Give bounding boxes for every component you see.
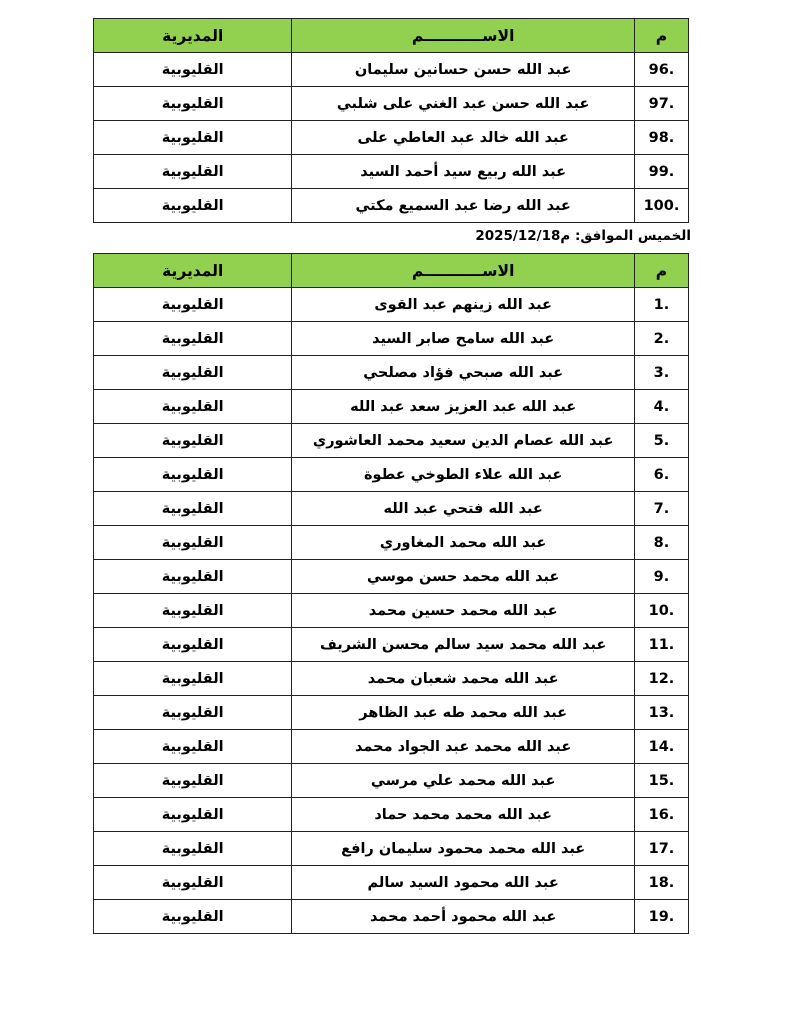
table-row	[94, 458, 689, 492]
row-name: عبد الله محمود السيد سالم	[292, 866, 635, 900]
row-directorate: القليوبية	[94, 121, 292, 155]
row-number: 19.	[634, 900, 688, 934]
row-name: عبد الله رضا عبد السميع مكتي	[292, 189, 635, 223]
row-name: عبد الله عبد العزيز سعد عبد الله	[292, 390, 635, 424]
row-name: عبد الله عصام الدين سعيد محمد العاشوري	[292, 424, 635, 458]
row-number: 10.	[634, 594, 688, 628]
header-number: م	[634, 19, 688, 53]
table-row	[94, 526, 689, 560]
row-name: عبد الله محمد سيد سالم محسن الشريف	[292, 628, 635, 662]
row-number: 97.	[634, 87, 688, 121]
row-name: عبد الله محمد عبد الجواد محمد	[292, 730, 635, 764]
row-number: 9.	[634, 560, 688, 594]
row-directorate: القليوبية	[94, 189, 292, 223]
row-directorate: القليوبية	[94, 662, 292, 696]
row-number: 5.	[634, 424, 688, 458]
row-number: 1.	[634, 288, 688, 322]
table-row	[94, 832, 689, 866]
row-name: عبد الله صبحي فؤاد مصلحي	[292, 356, 635, 390]
row-number: 8.	[634, 526, 688, 560]
row-directorate: القليوبية	[94, 155, 292, 189]
row-name: عبد الله حسن حسانين سليمان	[292, 53, 635, 87]
row-name: عبد الله محمد محمد حماد	[292, 798, 635, 832]
row-number: 14.	[634, 730, 688, 764]
row-directorate: القليوبية	[94, 322, 292, 356]
row-name: عبد الله سامح صابر السيد	[292, 322, 635, 356]
date-line	[475, 228, 691, 244]
row-directorate: القليوبية	[94, 866, 292, 900]
header-name: الاســـــــــــم	[292, 19, 635, 53]
row-name: عبد الله محمود أحمد محمد	[292, 900, 635, 934]
row-name: عبد الله حسن عبد الغني على شلبي	[292, 87, 635, 121]
row-number: 96.	[634, 53, 688, 87]
row-directorate: القليوبية	[94, 526, 292, 560]
table-row	[94, 189, 689, 223]
row-name: عبد الله محمد شعبان محمد	[292, 662, 635, 696]
row-directorate: القليوبية	[94, 560, 292, 594]
row-name: عبد الله خالد عبد العاطي على	[292, 121, 635, 155]
table-header-row	[94, 19, 689, 53]
row-directorate: القليوبية	[94, 900, 292, 934]
table-row	[94, 155, 689, 189]
row-directorate: القليوبية	[94, 458, 292, 492]
row-number: 7.	[634, 492, 688, 526]
header-directorate: المديرية	[94, 254, 292, 288]
row-directorate: القليوبية	[94, 696, 292, 730]
row-number: 13.	[634, 696, 688, 730]
row-name: عبد الله محمد حسن موسي	[292, 560, 635, 594]
row-number: 2.	[634, 322, 688, 356]
row-directorate: القليوبية	[94, 87, 292, 121]
row-number: 98.	[634, 121, 688, 155]
date-value: 2025/12/18م	[475, 228, 571, 244]
table-row	[94, 594, 689, 628]
row-number: 15.	[634, 764, 688, 798]
row-directorate: القليوبية	[94, 832, 292, 866]
row-number: 18.	[634, 866, 688, 900]
row-directorate: القليوبية	[94, 492, 292, 526]
row-name: عبد الله علاء الطوخي عطوة	[292, 458, 635, 492]
row-directorate: القليوبية	[94, 356, 292, 390]
row-directorate: القليوبية	[94, 53, 292, 87]
row-directorate: القليوبية	[94, 390, 292, 424]
row-number: 3.	[634, 356, 688, 390]
table-header-row	[94, 254, 689, 288]
table-row	[94, 356, 689, 390]
row-directorate: القليوبية	[94, 730, 292, 764]
table-row	[94, 390, 689, 424]
table-row	[94, 764, 689, 798]
row-number: 100.	[634, 189, 688, 223]
table-row	[94, 492, 689, 526]
header-directorate: المديرية	[94, 19, 292, 53]
header-number: م	[634, 254, 688, 288]
row-name: عبد الله محمد المغاوري	[292, 526, 635, 560]
row-name: عبد الله محمد طه عبد الظاهر	[292, 696, 635, 730]
row-directorate: القليوبية	[94, 798, 292, 832]
row-number: 11.	[634, 628, 688, 662]
table-row	[94, 322, 689, 356]
table-row	[94, 288, 689, 322]
table-row	[94, 866, 689, 900]
row-name: عبد الله ربيع سيد أحمد السيد	[292, 155, 635, 189]
row-name: عبد الله محمد حسين محمد	[292, 594, 635, 628]
row-directorate: القليوبية	[94, 424, 292, 458]
row-number: 17.	[634, 832, 688, 866]
row-directorate: القليوبية	[94, 288, 292, 322]
table-row	[94, 696, 689, 730]
row-number: 6.	[634, 458, 688, 492]
row-name: عبد الله محمد محمود سليمان رافع	[292, 832, 635, 866]
row-number: 16.	[634, 798, 688, 832]
row-directorate: القليوبية	[94, 764, 292, 798]
table-row	[94, 662, 689, 696]
table-row	[94, 424, 689, 458]
row-name: عبد الله زينهم عبد القوى	[292, 288, 635, 322]
table-row	[94, 900, 689, 934]
row-number: 99.	[634, 155, 688, 189]
names-table-bottom	[93, 253, 689, 934]
row-number: 12.	[634, 662, 688, 696]
table-row	[94, 730, 689, 764]
table-row	[94, 53, 689, 87]
row-number: 4.	[634, 390, 688, 424]
table-row	[94, 87, 689, 121]
table-row	[94, 798, 689, 832]
names-table-top	[93, 18, 689, 223]
date-label: الخميس الموافق:	[574, 228, 691, 244]
table-row	[94, 121, 689, 155]
row-directorate: القليوبية	[94, 628, 292, 662]
header-name: الاســـــــــــم	[292, 254, 635, 288]
row-directorate: القليوبية	[94, 594, 292, 628]
table-row	[94, 628, 689, 662]
table-row	[94, 560, 689, 594]
row-name: عبد الله فتحي عبد الله	[292, 492, 635, 526]
row-name: عبد الله محمد علي مرسي	[292, 764, 635, 798]
